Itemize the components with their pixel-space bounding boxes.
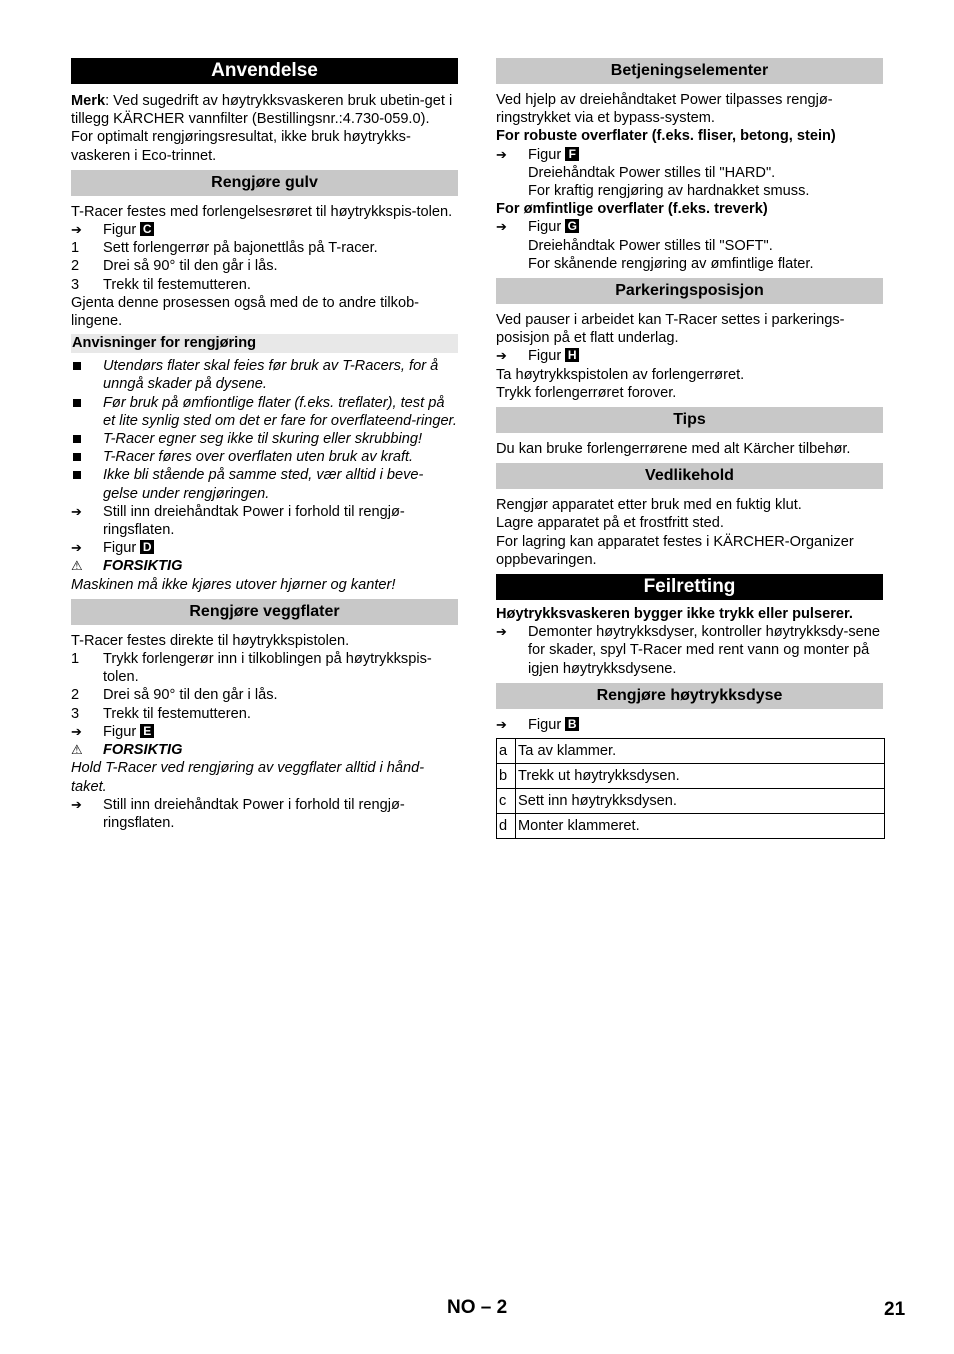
- section-title-dyse: Rengjøre høytrykksdyse: [496, 683, 883, 709]
- list-item: Før bruk på ømfiontlige flater (f.eks. treflater), test på et lite synlig sted om det er fare for overflateend-ringer.: [71, 394, 458, 430]
- parkering-intro: Ved pauser i arbeidet kan T-Racer settes i parkerings-posisjon på et flatt underlag.: [496, 312, 845, 347]
- figure-badge-d: D: [140, 540, 154, 554]
- still-power-step: ➔ Still inn dreiehåndtak Power i forhold til rengjø-ringsflaten.: [71, 503, 405, 539]
- vedlikehold-line: Lagre apparatet på et frostfritt sted.: [496, 515, 724, 532]
- bullet-square-icon: [73, 362, 81, 370]
- vedlikehold-line: Rengjør apparatet etter bruk med en fuktig klut.: [496, 497, 802, 514]
- figure-ref-h: [496, 347, 883, 365]
- optimal-paragraph: For optimalt rengjøringsresultat, ikke bruk høytrykks-vaskeren i Eco-trinnet.: [71, 129, 411, 164]
- bullet-square-icon: [73, 453, 81, 461]
- warning-triangle-icon: ⚠: [71, 558, 83, 574]
- omfintlige-heading: For ømfintlige overflater (f.eks. treverk): [496, 201, 768, 218]
- arrow-right-icon: ➔: [71, 540, 82, 556]
- figure-ref-e: [71, 723, 458, 741]
- figure-ref-c: [71, 221, 458, 239]
- figure-badge-h: H: [565, 348, 579, 362]
- arrow-right-icon: ➔: [71, 222, 82, 238]
- section-title-parkering: Parkeringsposisjon: [496, 278, 883, 304]
- figure-badge-f: F: [565, 147, 579, 161]
- list-item: 2 Drei så 90° til den går i lås.: [71, 687, 278, 704]
- dyse-steps-table: [496, 738, 885, 839]
- figure-label: Figur: [103, 540, 137, 557]
- list-item: 1 Trykk forlengerør inn i tilkoblingen på høytrykkspis-tolen.: [71, 651, 432, 686]
- caution-text: Hold T-Racer ved rengjøring av veggflater alltid i hånd-taket.: [71, 760, 425, 795]
- table-row: d Monter klammeret.: [497, 814, 885, 839]
- arrow-right-icon: ➔: [71, 723, 82, 739]
- betjening-intro: Ved hjelp av dreiehåndtaket Power tilpasses rengjø-ringstrykket via et bypass-system.: [496, 92, 833, 127]
- figure-badge-c: C: [140, 222, 154, 236]
- figure-label: Figur: [528, 348, 562, 365]
- caution-text: Maskinen må ikke kjøres utover hjørner og kanter!: [71, 576, 396, 593]
- hard-setting: Dreiehåndtak Power stilles til "HARD".: [528, 164, 776, 181]
- table-row: a Ta av klammer.: [497, 739, 885, 764]
- robuste-heading: For robuste overflater (f.eks. fliser, betong, stein): [496, 128, 836, 145]
- caution-heading: ⚠ FORSIKTIG: [71, 558, 183, 575]
- section-title-gulv: Rengjøre gulv: [71, 170, 458, 196]
- soft-setting: Dreiehåndtak Power stilles til "SOFT".: [528, 237, 773, 254]
- right-column: [496, 58, 883, 839]
- section-title-tips: Tips: [496, 407, 883, 433]
- figure-label: Figur: [528, 716, 562, 733]
- figure-badge-e: E: [140, 724, 154, 738]
- footer-language-page: NO – 2: [447, 1297, 508, 1318]
- arrow-right-icon: ➔: [496, 348, 507, 364]
- gulv-intro: T-Racer festes med forlengelsesrøret til høytrykkspis-tolen.: [71, 203, 453, 220]
- caution-heading: ⚠ FORSIKTIG: [71, 742, 183, 759]
- merk-text: : Ved sugedrift av høytrykksvaskeren bruk ubetin-get i tillegg KÄRCHER vannfilter (Bestillingsnr.:4.730-059.0).: [71, 93, 453, 128]
- figure-ref-b: [496, 716, 883, 734]
- list-item: T-Racer egner seg ikke til skuring eller skrubbing!: [71, 430, 458, 448]
- arrow-right-icon: ➔: [71, 796, 82, 812]
- figure-ref-g: [496, 218, 883, 236]
- tips-text: Du kan bruke forlengerrørene med alt Kärcher tilbehør.: [496, 441, 851, 458]
- arrow-right-icon: ➔: [496, 716, 507, 732]
- gulv-repeat: Gjenta denne prosessen også med de to andre tilkob-lingene.: [71, 294, 420, 330]
- park-step-2: Trykk forlengerrøret forover.: [496, 384, 677, 401]
- figure-label: Figur: [528, 219, 562, 236]
- figure-label: Figur: [103, 222, 137, 239]
- hard-description: For kraftig rengjøring av hardnakket smuss.: [528, 183, 810, 200]
- list-item: 3 Trekk til festemutteren.: [71, 705, 251, 722]
- figure-label: Figur: [528, 146, 562, 163]
- list-item: 3 Trekk til festemutteren.: [71, 276, 251, 293]
- merk-paragraph: [71, 92, 458, 128]
- park-step-1: Ta høytrykkspistolen av forlengerrøret.: [496, 366, 745, 383]
- merk-label: Merk: [71, 93, 106, 109]
- figure-badge-b: B: [565, 717, 579, 731]
- section-title-vegg: Rengjøre veggflater: [71, 599, 458, 625]
- bullet-square-icon: [73, 471, 81, 479]
- subsection-title-anvisninger: Anvisninger for rengjøring: [71, 334, 458, 353]
- figure-label: Figur: [103, 723, 137, 740]
- bullet-square-icon: [73, 435, 81, 443]
- figure-badge-g: G: [565, 219, 579, 233]
- table-row: c Sett inn høytrykksdysen.: [497, 789, 885, 814]
- section-title-anvendelse: Anvendelse: [71, 58, 458, 84]
- left-column: [71, 58, 458, 832]
- table-row: b Trekk ut høytrykksdysen.: [497, 764, 885, 789]
- soft-description: For skånende rengjøring av ømfintlige flater.: [528, 255, 814, 272]
- gulv-steps-list: [71, 239, 458, 294]
- still-power-step: ➔ Still inn dreiehåndtak Power i forhold til rengjø-ringsflaten.: [71, 796, 405, 831]
- arrow-right-icon: ➔: [71, 503, 82, 519]
- feil-subheading: Høytrykksvaskeren bygger ikke trykk eller pulserer.: [496, 606, 853, 623]
- list-item: Utendørs flater skal feies før bruk av T-Racers, for å unngå skader på dysene.: [71, 357, 458, 393]
- list-item: 2 Drei så 90° til den går i lås.: [71, 258, 278, 275]
- section-title-vedlikehold: Vedlikehold: [496, 463, 883, 489]
- footer-page-number: 21: [884, 1299, 906, 1320]
- section-title-feilretting: Feilretting: [496, 574, 883, 600]
- section-title-betjening: Betjeningselementer: [496, 58, 883, 84]
- vegg-intro: T-Racer festes direkte til høytrykkspistolen.: [71, 632, 350, 649]
- figure-ref-f: [496, 146, 883, 164]
- warning-triangle-icon: ⚠: [71, 742, 83, 758]
- arrow-right-icon: ➔: [496, 219, 507, 235]
- anvisninger-list: [71, 357, 458, 503]
- arrow-right-icon: ➔: [496, 624, 507, 640]
- arrow-right-icon: ➔: [496, 146, 507, 162]
- list-item: Ikke bli stående på samme sted, vær alltid i beve-gelse under rengjøringen.: [71, 466, 458, 502]
- vegg-steps-list: [71, 650, 458, 723]
- list-item: 1 Sett forlengerrør på bajonettlås på T-racer.: [71, 240, 378, 257]
- vedlikehold-line: For lagring kan apparatet festes i KÄRCHER-Organizer oppbevaringen.: [496, 533, 854, 568]
- bullet-square-icon: [73, 399, 81, 407]
- feil-step: ➔ Demonter høytrykksdyser, kontroller høytrykksdy-sene for skader, spyl T-Racer med rent vann og monter på igjen høytrykksdysene.: [496, 624, 880, 677]
- figure-ref-d: [71, 539, 458, 557]
- list-item: T-Racer føres over overflaten uten bruk av kraft.: [71, 448, 458, 466]
